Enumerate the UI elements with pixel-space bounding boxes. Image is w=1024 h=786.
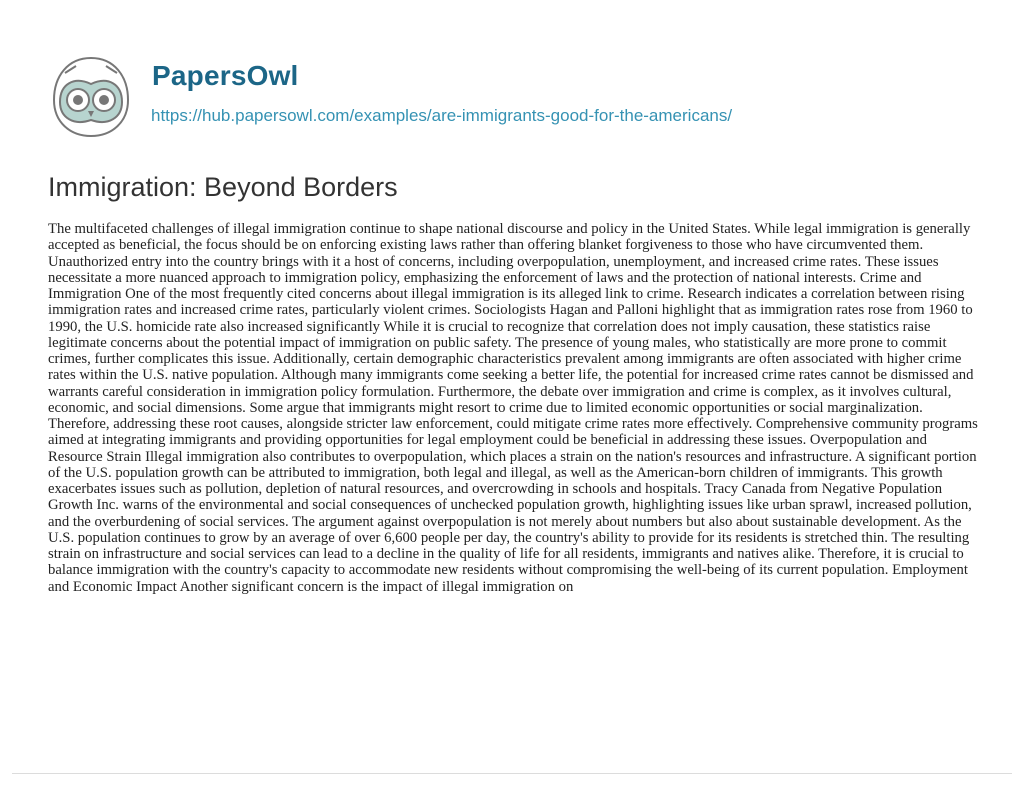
- page-bottom-divider: [12, 773, 1012, 774]
- source-url-link[interactable]: https://hub.papersowl.com/examples/are-immigrants-good-for-the-americans/: [151, 106, 733, 125]
- site-header: [48, 52, 988, 142]
- owl-logo-icon: [48, 54, 134, 140]
- owl-left-pupil: [73, 95, 83, 105]
- owl-ear-tufts: [65, 66, 117, 73]
- brand-name: PapersOwl: [152, 60, 299, 91]
- document-body-text: The multifaceted challenges of illegal immigration continue to shape national discourse and policy in the United States. While legal immigration is generally accepted as beneficial, the focus should be on enforcing existing laws rather than offering blanket forgiveness to those who have circumvented them. Unauthorized entry into the country brings with it a host of concerns, including overpopulation, unemployment, and increased crime rates. These issues necessitate a more nuanced approach to immigration policy, emphasizing the enforcement of laws and the protection of national interests. Crime and Immigration One of the most frequently cited concerns about illegal immigration is its alleged link to crime. Research indicates a correlation between rising immigration rates and increased crime rates, particularly violent crimes. Sociologists Hagan and Palloni highlight that as immigration rates rose from 1960 to 1990, the U.S. homicide rate also increased significantly While it is crucial to recognize that correlation does not imply causation, these statistics raise legitimate concerns about the potential impact of immigration on public safety. The presence of young males, who statistically are more prone to commit crimes, further complicates this issue. Additionally, certain demographic characteristics prevalent among immigrants are often associated with higher crime rates within the U.S. native population. Although many immigrants come seeking a better life, the potential for increased crime rates cannot be dismissed and warrants careful consideration in immigration policy formulation. Furthermore, the debate over immigration and crime is complex, as it involves cultural, economic, and social dimensions. Some argue that immigrants might resort to crime due to limited economic opportunities or social marginalization. Therefore, addressing these root causes, alongside stricter law enforcement, could mitigate crime rates more effectively. Comprehensive community programs aimed at integrating immigrants and providing opportunities for legal employment could be beneficial in addressing these issues. Overpopulation and Resource Strain Illegal immigration also contributes to overpopulation, which places a strain on the nation's resources and infrastructure. A significant portion of the U.S. population growth can be attributed to immigration, both legal and illegal, as well as the American-born children of immigrants. This growth exacerbates issues such as pollution, depletion of natural resources, and overcrowding in schools and hospitals. Tracy Canada from Negative Population Growth Inc. warns of the environmental and social consequences of unchecked population growth, highlighting issues like urban sprawl, increased pollution, and the overburdening of social services. The argument against overpopulation is not merely about numbers but also about sustainable development. As the U.S. population continues to grow by an average of over 6,600 people per day, the country's ability to provide for its residents is stretched thin. The resulting strain on infrastructure and social services can lead to a decline in the quality of life for all residents, immigrants and natives alike. Therefore, it is crucial to balance immigration with the country's capacity to accommodate new residents without compromising the well-being of its current population. Employment and Economic Impact Another significant concern is the impact of illegal immigration on: [48, 221, 978, 595]
- document-title: Immigration: Beyond Borders: [48, 172, 398, 202]
- owl-right-pupil: [99, 95, 109, 105]
